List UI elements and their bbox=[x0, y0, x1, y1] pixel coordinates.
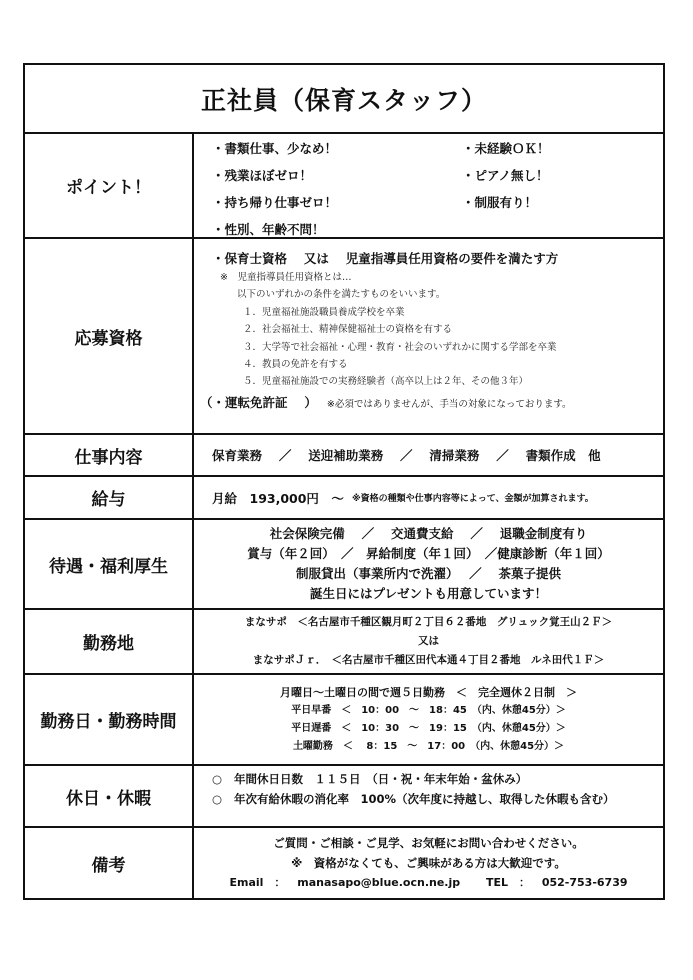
location-content bbox=[194, 610, 663, 673]
point-item: ・ピアノ無し！ bbox=[462, 168, 549, 183]
label-points: ポイント！ bbox=[25, 134, 194, 237]
job-text: 保育業務 ／ 送迎補助業務 ／ 清掃業務 ／ 書類作成 他 bbox=[212, 448, 601, 463]
salary-text: 月給 193,000円 ～ bbox=[212, 490, 344, 506]
remarks-line: ご質問・ご相談・ご見学、お気軽にお問い合わせください。 bbox=[273, 836, 584, 850]
note-intro: 以下のいずれかの条件を満たすものをいいます。 bbox=[237, 289, 446, 301]
condition-item: ２．社会福祉士、精神保健福祉士の資格を有する bbox=[243, 324, 453, 336]
condition-item: １．児童福祉施設職員養成学校を卒業 bbox=[243, 306, 405, 318]
row-qualification bbox=[25, 239, 663, 435]
location-or: 又は bbox=[418, 635, 439, 647]
benefits-content bbox=[194, 520, 663, 608]
row-salary bbox=[25, 477, 663, 520]
label-benefits: 待遇・福利厚生 bbox=[25, 520, 194, 608]
label-holidays: 休日・休暇 bbox=[25, 766, 194, 826]
holiday-text: 年次有給休暇の消化率 100%（次年度に持越し、取得した休暇も含む） bbox=[234, 791, 615, 806]
salary-note: ※資格の種類や仕事内容等によって、金額が加算されます。 bbox=[351, 494, 594, 504]
row-benefits bbox=[25, 520, 663, 610]
condition-item: ５．児童福祉施設での実務経験者（高卒以上は２年、その他３年） bbox=[243, 376, 529, 388]
benefit-line: 制服貸出（事業所内で洗濯） ／ 茶菓子提供 bbox=[296, 566, 561, 581]
label-qualification: 応募資格 bbox=[25, 239, 194, 433]
label-location: 勤務地 bbox=[25, 610, 194, 673]
point-item: ・性別、年齢不問！ bbox=[212, 222, 325, 237]
point-item: ・制服有り！ bbox=[462, 195, 538, 210]
condition-item: ３．大学等で社会福祉・心理・教育・社会のいずれかに関する学部を卒業 bbox=[243, 341, 557, 353]
note-heading: ※ 児童指導員任用資格とは… bbox=[220, 272, 352, 283]
label-remarks: 備考 bbox=[25, 828, 194, 898]
email-address[interactable]: manasapo@blue.ocn.ne.jp bbox=[297, 876, 461, 889]
qualification-main: ・保育士資格 又は 児童指導員任用資格の要件を満たす方 bbox=[212, 251, 559, 266]
holidays-content bbox=[194, 766, 663, 826]
row-holidays bbox=[25, 766, 663, 828]
page-title: 正社員（保育スタッフ） bbox=[200, 85, 487, 115]
job-posting-table bbox=[23, 63, 665, 900]
circle-bullet-icon: ○ bbox=[212, 791, 223, 806]
tel-number[interactable]: 052-753-6739 bbox=[541, 876, 628, 889]
location-line: まなサポＪｒ． ＜名古屋市千種区田代本通４丁目２番地 ルネ田代１Ｆ＞ bbox=[252, 654, 605, 666]
hours-main: 月曜日～土曜日の間で週５日勤務 ＜ 完全週休２日制 ＞ bbox=[280, 686, 577, 699]
row-points bbox=[25, 134, 663, 239]
label-job: 仕事内容 bbox=[25, 435, 194, 475]
holiday-text: 年間休日日数 １１５日 （日・祝・年末年始・盆休み） bbox=[234, 772, 528, 786]
license-note: ※必須ではありませんが、手当の対象になっております。 bbox=[326, 398, 572, 410]
location-line: まなサポ ＜名古屋市千種区観月町２丁目６２番地 グリュック覚王山２Ｆ＞ bbox=[244, 616, 613, 628]
row-remarks bbox=[25, 828, 663, 898]
point-item: ・持ち帰り仕事ゼロ！ bbox=[212, 195, 338, 210]
condition-item: ４．教員の免許を有する bbox=[243, 359, 348, 371]
benefit-line: 社会保険完備 ／ 交通費支給 ／ 退職金制度有り bbox=[269, 526, 588, 541]
point-item: ・未経験ＯＫ！ bbox=[462, 141, 550, 156]
label-salary: 給与 bbox=[25, 477, 194, 518]
holiday-line bbox=[212, 770, 663, 790]
holiday-line bbox=[212, 790, 663, 810]
qualification-content bbox=[194, 239, 663, 433]
remarks-line: ※ 資格がなくても、ご興味がある方は大歓迎です。 bbox=[291, 856, 566, 870]
label-hours: 勤務日・勤務時間 bbox=[25, 675, 194, 764]
shift-line: 平日早番 ＜ 10：00 ～ 18：45 （内、休憩45分）＞ bbox=[291, 705, 566, 716]
row-job bbox=[25, 435, 663, 477]
point-item: ・残業ほぼゼロ！ bbox=[212, 168, 313, 183]
shift-line: 土曜勤務 ＜ 8：15 ～ 17：00 （内、休憩45分）＞ bbox=[292, 741, 565, 752]
contact-line bbox=[229, 873, 627, 893]
license-text: （・運転免許証 ） bbox=[200, 394, 317, 410]
hours-content bbox=[194, 675, 663, 764]
email-label: Email ： bbox=[229, 876, 286, 889]
benefit-line: 誕生日にはプレゼントも用意しています！ bbox=[309, 586, 547, 601]
tel-label: TEL ： bbox=[485, 876, 530, 889]
points-list bbox=[194, 134, 663, 237]
remarks-content bbox=[194, 828, 663, 898]
salary-content bbox=[194, 477, 663, 518]
row-location bbox=[25, 610, 663, 675]
title-row bbox=[25, 65, 663, 134]
row-hours bbox=[25, 675, 663, 766]
shift-line: 平日遅番 ＜ 10：30 ～ 19：15 （内、休憩45分）＞ bbox=[291, 723, 566, 734]
point-item: ・書類仕事、少なめ！ bbox=[212, 141, 338, 156]
circle-bullet-icon: ○ bbox=[212, 772, 223, 786]
benefit-line: 賞与（年２回） ／ 昇給制度（年１回） ／健康診断（年１回） bbox=[247, 546, 610, 561]
license-line bbox=[194, 391, 663, 411]
qualification-note bbox=[194, 269, 663, 391]
